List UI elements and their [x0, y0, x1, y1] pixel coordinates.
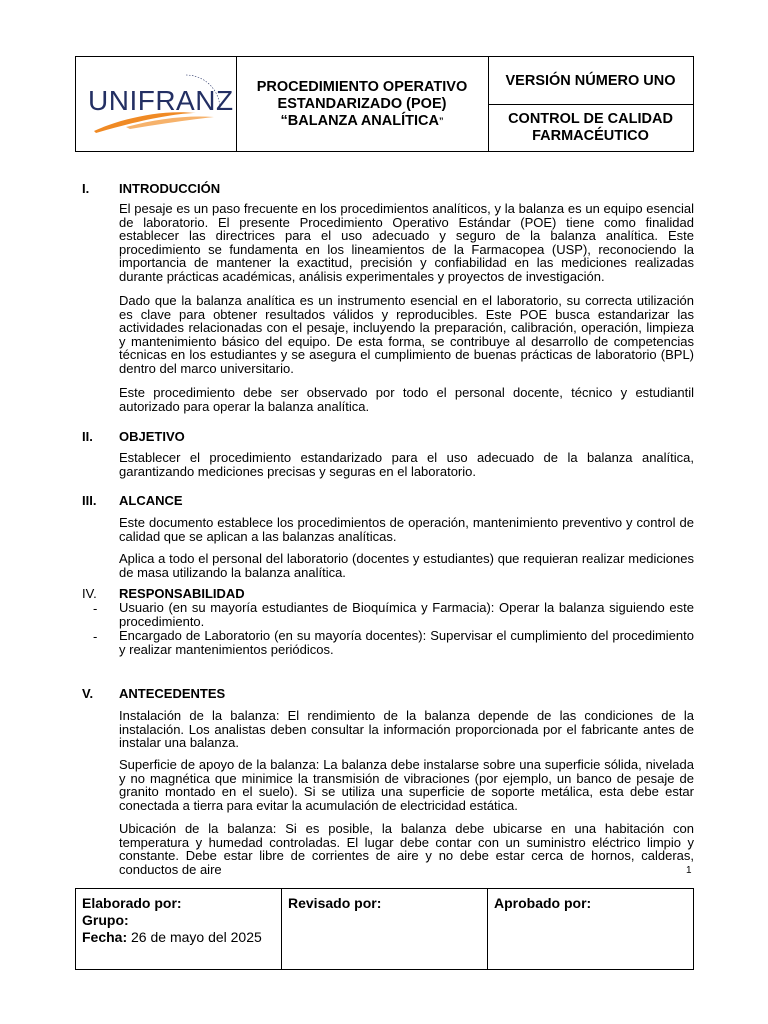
- bullet-marker: -: [93, 601, 98, 616]
- unifranz-logo: [86, 69, 234, 141]
- revisado-cell: Revisado por:: [282, 889, 488, 969]
- title-line-3: “BALANZA ANALÍTICA”: [280, 112, 444, 129]
- fecha-line: Fecha: 26 de mayo del 2025: [82, 929, 262, 945]
- elaborado-cell: [76, 889, 282, 969]
- paragraph-antecedentes-2: Superficie de apoyo de la balanza: La balanza debe instalarse sobre una superficie sólida, nivelada y no magnética que minimice la transmisión de vibraciones (por ejemplo, un banco de pesaje de granito montado en el suelo). Si se utiliza una superficie de soporte metálica, esta debe estar conectada a tierra para evitar la acumulación de electricidad estática.: [119, 757, 694, 813]
- paragraph-antecedentes-3: Ubicación de la balanza: Si es posible, la balanza debe ubicarse en una habitación con temperatura y humedad controladas. El lugar debe contar con un suministro eléctrico limpio y constante. Debe estar libre de corrientes de aire y no debe estar cerca de hornos, calderas, conductos de aire: [119, 821, 694, 877]
- bullet-marker: -: [93, 629, 98, 644]
- section-heading-responsabilidad: IV. RESPONSABILIDAD: [82, 586, 245, 601]
- section-heading-alcance: III. ALCANCE: [82, 493, 183, 508]
- page-number: 1: [686, 865, 692, 876]
- paragraph-objetivo: Establecer el procedimiento estandarizado para el uso adecuado de la balanza analítica, garantizando mediciones precisas y seguras en el laboratorio.: [119, 450, 694, 479]
- paragraph-intro-3: Este procedimiento debe ser observado por todo el personal docente, técnico y estudiantil autorizado para operar la balanza analítica.: [119, 385, 694, 414]
- section-heading-introduccion: I. INTRODUCCIÓN: [82, 181, 221, 196]
- paragraph-intro-1: El pesaje es un paso frecuente en los procedimientos analíticos, y la balanza es un equipo esencial de laboratorio. El presente Procedimiento Operativo Estándar (POE) tiene como finalidad establecer las directrices para el uso adecuado y seguro de la balanza analítica. Este procedimiento se fundamenta en los lineamientos de la Farmacopea (USP), reconociendo la importancia de mantener la exactitud, precisión y confiabilidad en las mediciones realizadas durante prácticas académicas, análisis experimentales y proyectos de investigación.: [119, 201, 694, 284]
- logo-cell: [76, 57, 237, 151]
- header-table: [75, 56, 694, 152]
- department-label: CONTROL DE CALIDAD FARMACÉUTICO: [508, 111, 673, 144]
- paragraph-alcance-1: Este documento establece los procedimientos de operación, mantenimiento preventivo y control de calidad que se aplican a las balanzas analíticas.: [119, 515, 694, 544]
- section-heading-objetivo: II. OBJETIVO: [82, 429, 185, 444]
- elaborado-label: Elaborado por:: [82, 895, 182, 911]
- title-line-2: ESTANDARIZADO (POE): [277, 95, 447, 112]
- version-label: VERSIÓN NÚMERO UNO: [488, 57, 693, 105]
- aprobado-cell: Aprobado por:: [494, 895, 592, 911]
- version-cell: [488, 57, 693, 151]
- paragraph-antecedentes-1: Instalación de la balanza: El rendimiento de la balanza depende de las condiciones de la instalación. Los analistas deben consultar la información proporcionada por el fabricante antes de instalar una balanza.: [119, 708, 694, 751]
- paragraph-responsabilidad-1: Usuario (en su mayoría estudiantes de Bioquímica y Farmacia): Operar la balanza siguiendo este procedimiento.: [119, 600, 694, 629]
- title-line-1: PROCEDIMIENTO OPERATIVO: [256, 78, 468, 95]
- paragraph-intro-2: Dado que la balanza analítica es un instrumento esencial en el laboratorio, su correcta utilización es clave para obtener resultados válidos y reproducibles. Este POE busca estandarizar las actividades relacionadas con el pesaje, incluyendo la preparación, calibración, operación, limpieza y mantenimiento básico del equipo. De esta forma, se contribuye al desarrollo de competencias técnicas en los estudiantes y se asegura el cumplimiento de buenas prácticas de laboratorio (BPL) dentro del marco universitario.: [119, 293, 694, 376]
- paragraph-alcance-2: Aplica a todo el personal del laboratorio (docentes y estudiantes) que requieran realizar mediciones de masa utilizando la balanza analítica.: [119, 551, 694, 580]
- section-heading-antecedentes: V. ANTECEDENTES: [82, 686, 226, 701]
- paragraph-responsabilidad-2: Encargado de Laboratorio (en su mayoría docentes): Supervisar el cumplimiento del procedimiento y realizar mantenimientos periódicos.: [119, 628, 694, 657]
- document-title-cell: [236, 57, 489, 151]
- footer-table: [75, 888, 694, 970]
- logo-wordmark: UNIFRANZ: [88, 85, 234, 116]
- grupo-label: Grupo:: [82, 912, 129, 928]
